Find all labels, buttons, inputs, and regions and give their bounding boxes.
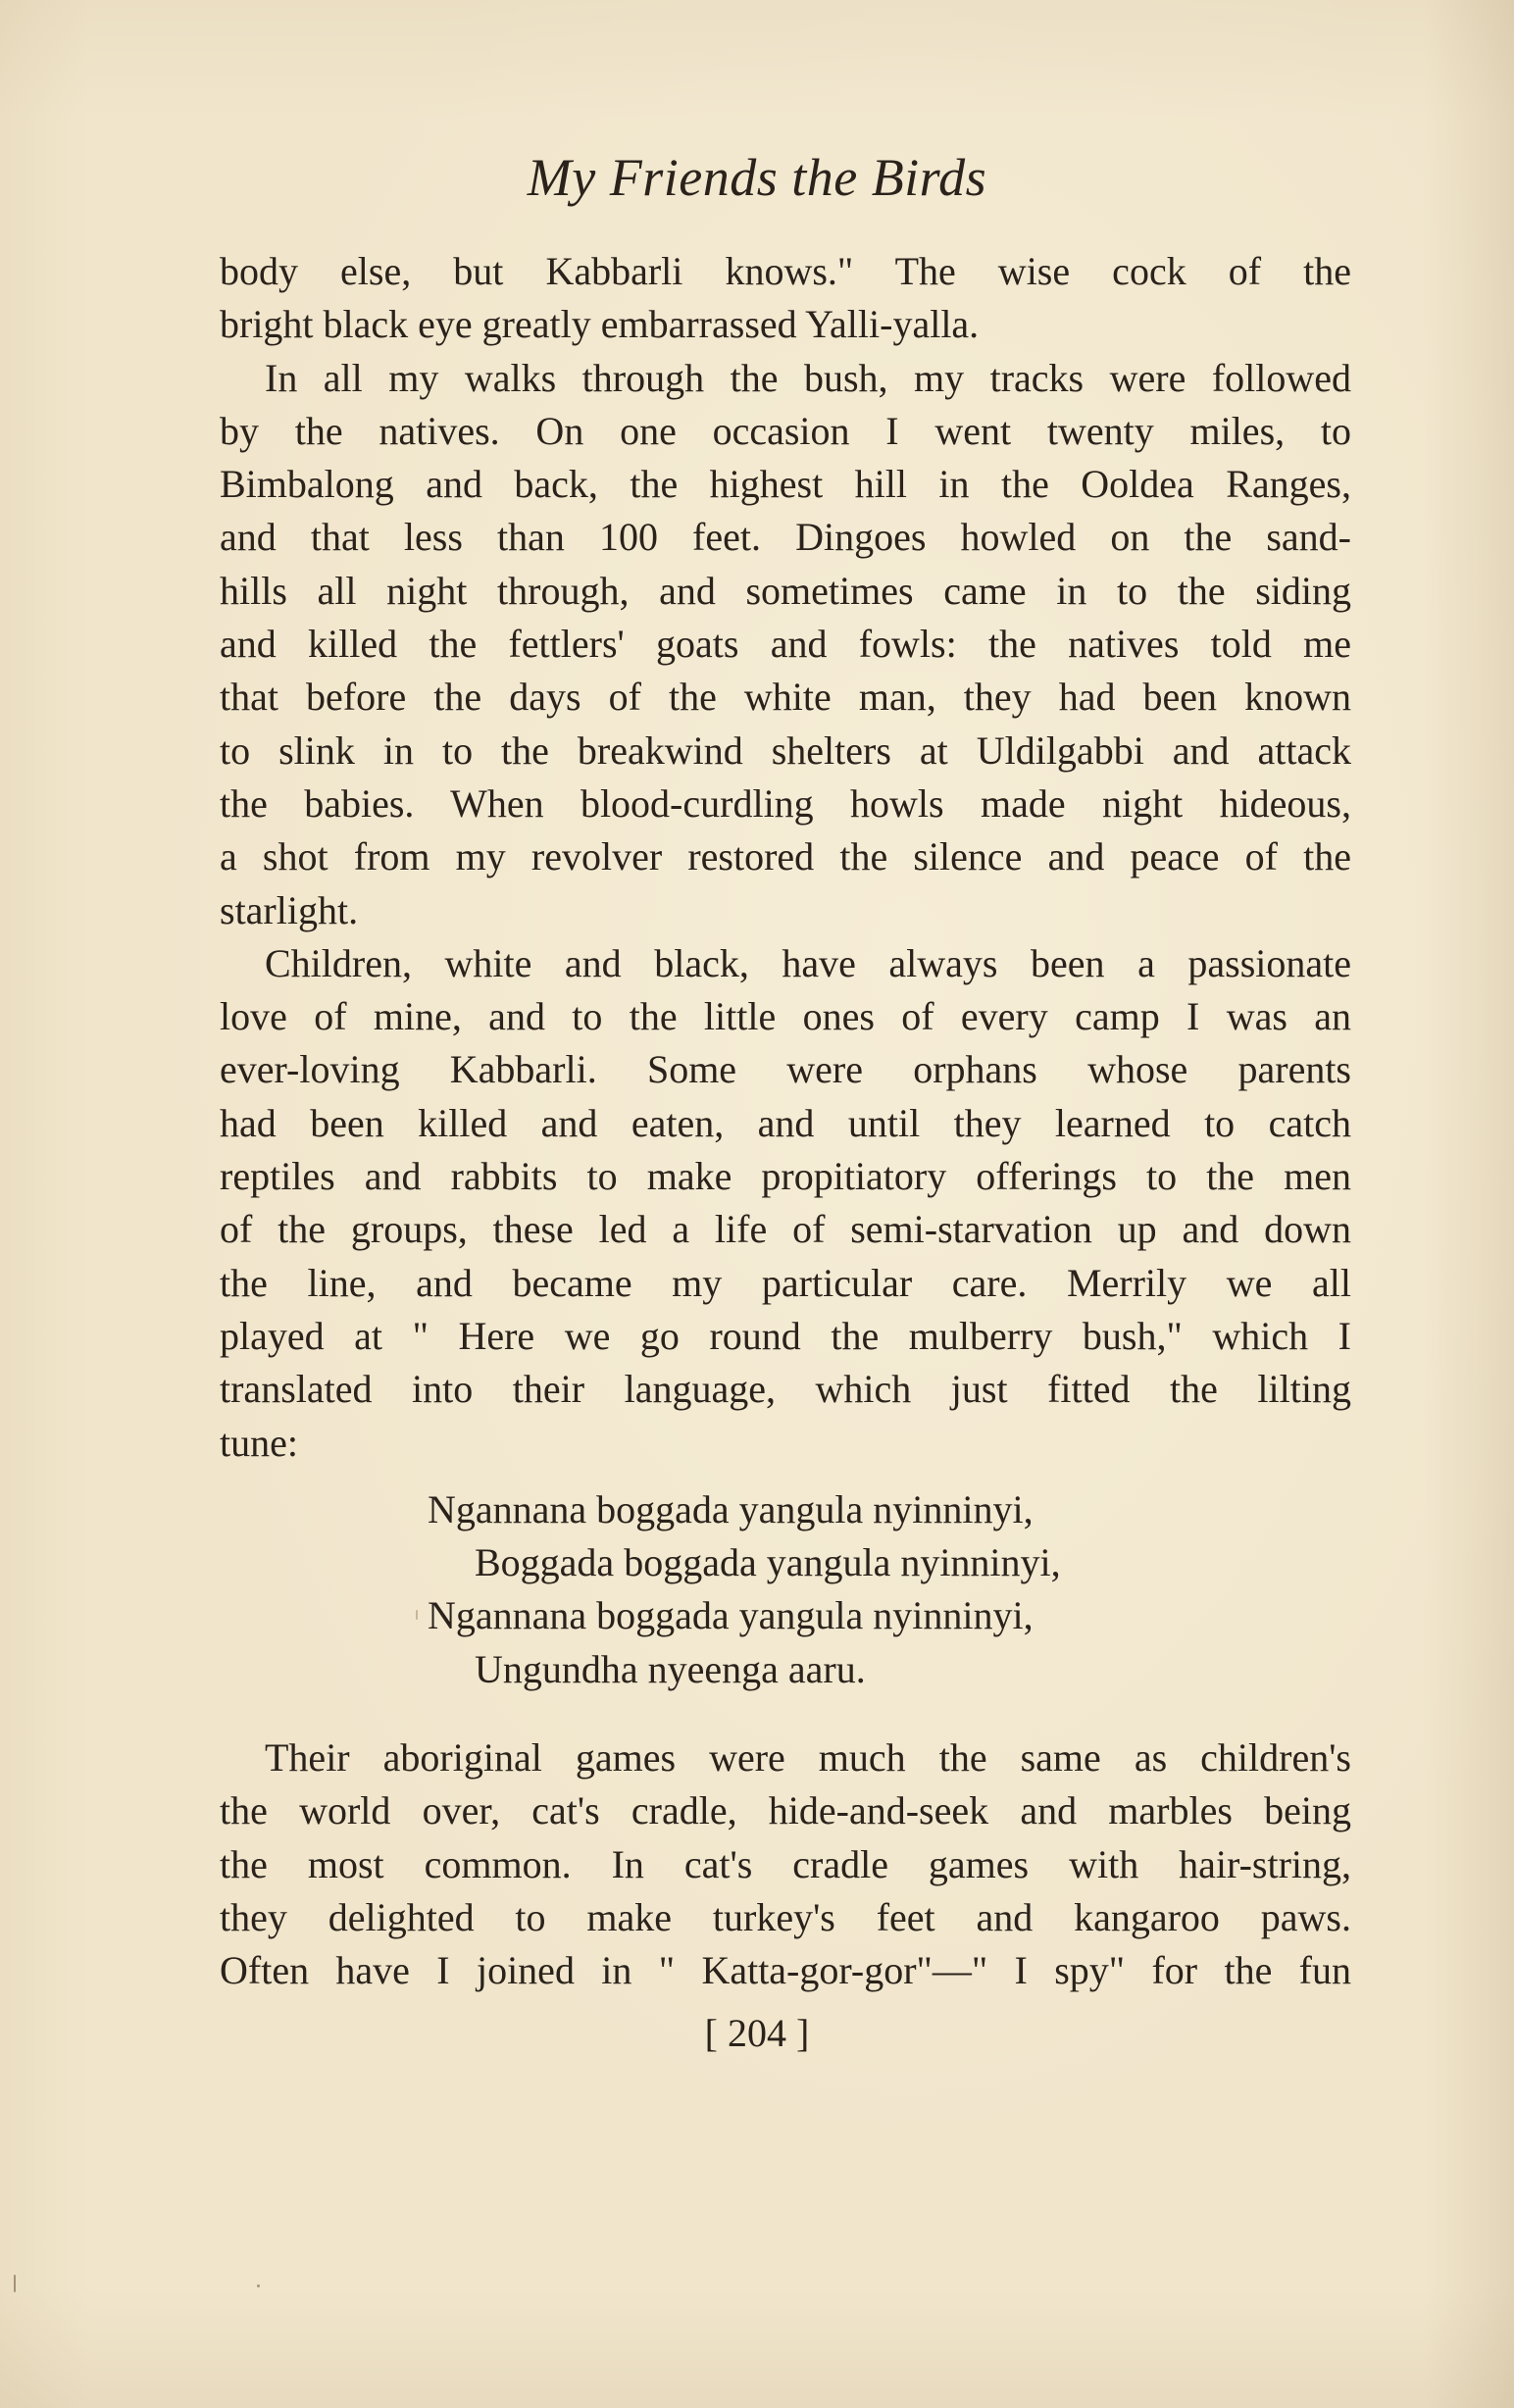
text-line: hills all night through, and sometimes came in to the siding <box>220 568 1351 613</box>
text-line: ever-loving Kabbarli. Some were orphans whose parents <box>220 1047 1351 1092</box>
text-line: by the natives. On one occasion I went twenty miles, to <box>220 408 1351 453</box>
text-line: love of mine, and to the little ones of every camp I was an <box>220 994 1351 1039</box>
text-line: the world over, cat's cradle, hide-and-seek and marbles being <box>220 1788 1351 1833</box>
body-text-bottom <box>220 1731 1351 1997</box>
text-line: and that less than 100 feet. Dingoes howled on the sand- <box>220 515 1351 560</box>
text-line: In all my walks through the bush, my tracks were followed <box>265 355 1351 400</box>
text-line: Their aboriginal games were much the same as children's <box>265 1735 1351 1780</box>
text-line: and killed the fettlers' goats and fowls: the natives told me <box>220 622 1351 667</box>
verse-line: Boggada boggada yangula nyinninyi, <box>475 1540 1061 1584</box>
text-line: bright black eye greatly embarrassed Yalli-yalla. <box>220 302 980 347</box>
paper-mark <box>14 2275 16 2292</box>
text-line: translated into their language, which just fitted the lilting <box>220 1367 1351 1412</box>
text-line: starlight. <box>220 887 359 932</box>
text-line: that before the days of the white man, they had been known <box>220 675 1351 720</box>
text-line: reptiles and rabbits to make propitiatory offerings to the men <box>220 1154 1351 1199</box>
paper-speck <box>257 2284 260 2287</box>
text-line: the line, and became my particular care. Merrily we all <box>220 1260 1351 1305</box>
paper-mark <box>416 1610 418 1620</box>
running-head: My Friends the Birds <box>527 148 987 207</box>
body-text-top <box>220 245 1351 1470</box>
text-line: the babies. When blood-curdling howls made night hideous, <box>220 780 1351 826</box>
text-line: of the groups, these led a life of semi-starvation up and down <box>220 1207 1351 1252</box>
text-line: to slink in to the breakwind shelters at Uldilgabbi and attack <box>220 727 1351 773</box>
verse-line: Ngannana boggada yangula nyinninyi, <box>428 1593 1034 1637</box>
text-line: the most common. In cat's cradle games with hair-string, <box>220 1841 1351 1886</box>
text-line: tune: <box>220 1420 298 1465</box>
text-line: had been killed and eaten, and until they learned to catch <box>220 1100 1351 1145</box>
text-line: Children, white and black, have always been a passionate <box>265 940 1351 985</box>
text-line: Often have I joined in " Katta-gor-gor"—" I spy" for the fun <box>220 1948 1351 1993</box>
text-line: a shot from my revolver restored the silence and peace of the <box>220 834 1351 879</box>
text-line: body else, but Kabbarli knows." The wise cock of the <box>220 249 1351 293</box>
verse-line: Ngannana boggada yangula nyinninyi, <box>428 1487 1034 1531</box>
text-line: they delighted to make turkey's feet and kangaroo paws. <box>220 1894 1351 1939</box>
page-number: [ 204 ] <box>704 2011 810 2055</box>
text-line: Bimbalong and back, the highest hill in the Ooldea Ranges, <box>220 462 1351 507</box>
text-line: played at " Here we go round the mulberry bush," which I <box>220 1313 1351 1358</box>
verse-line: Ungundha nyeenga aaru. <box>475 1647 866 1691</box>
